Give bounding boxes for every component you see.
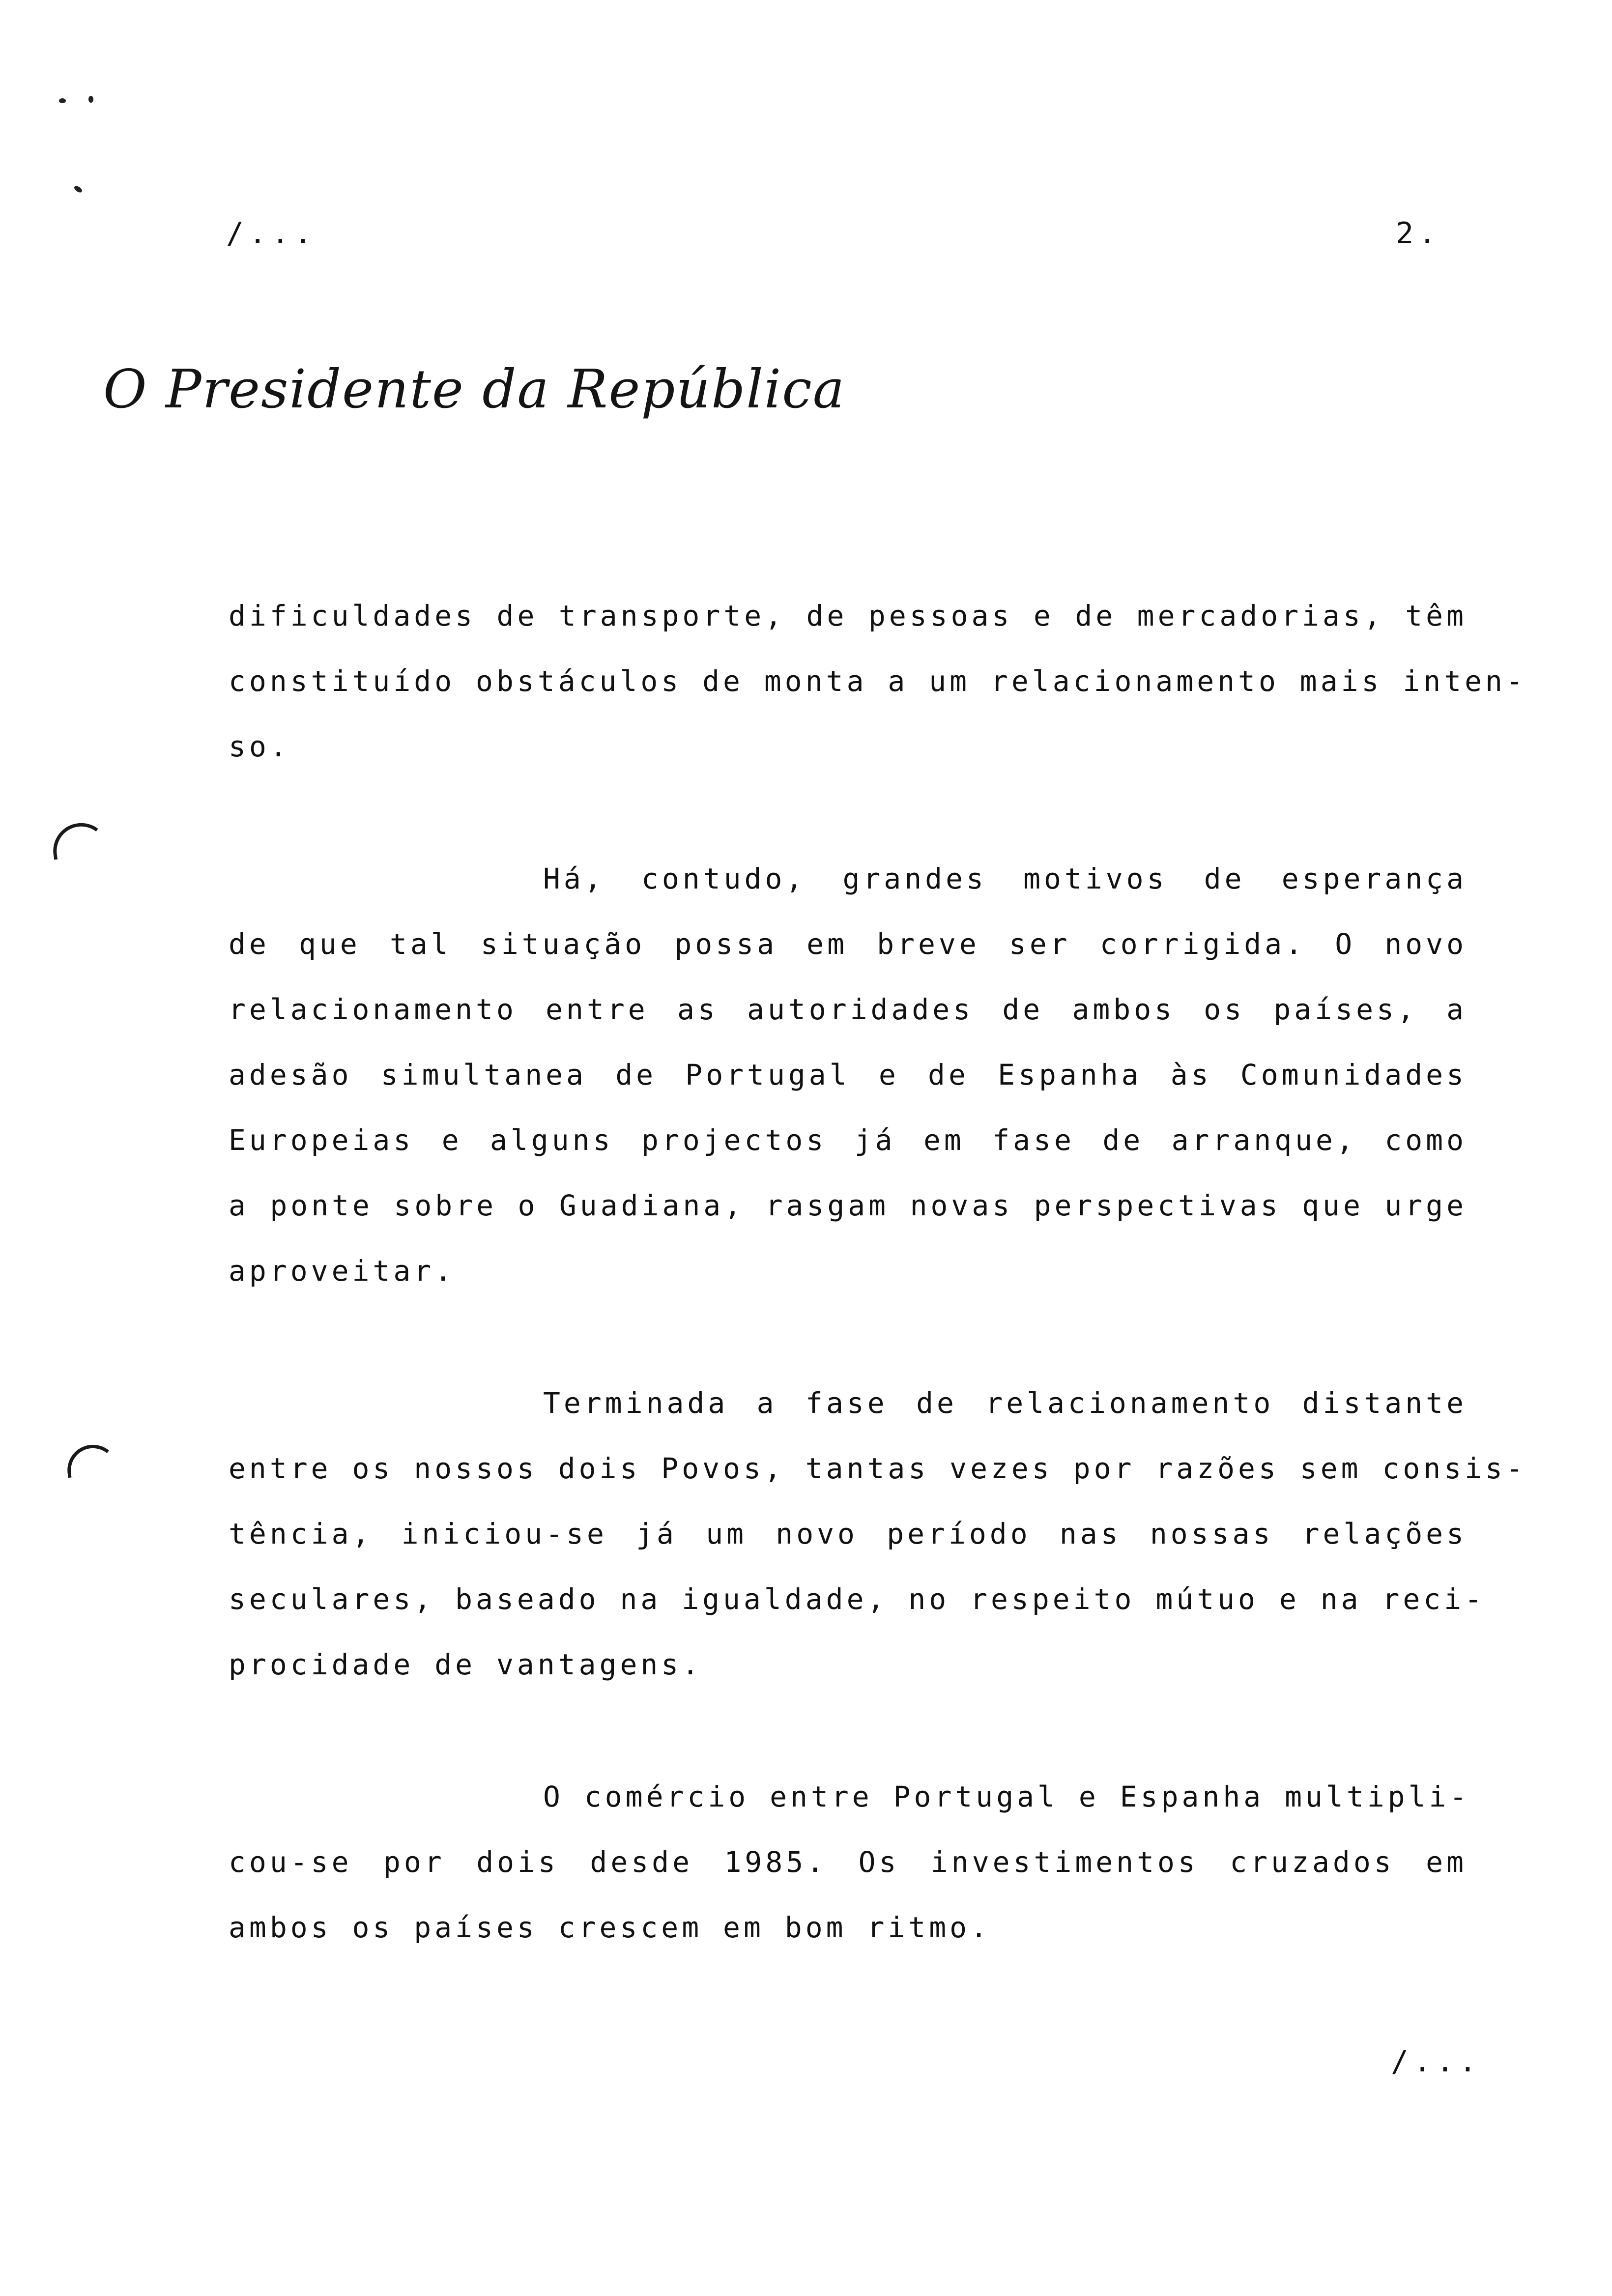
- text-line: Europeias e alguns projectos já em fase de arranque, como: [229, 1123, 1467, 1157]
- text-line: ambos os países crescem em bom ritmo.: [229, 1911, 991, 1944]
- continuation-mark-top: /...: [226, 216, 317, 251]
- text-line: entre os nossos dois Povos, tantas vezes por razões sem consis-: [229, 1452, 1526, 1485]
- continuation-mark-bottom: /...: [1391, 2044, 1482, 2079]
- paragraph: [229, 595, 1526, 791]
- text-line: relacionamento entre as autoridades de ambos os países, a: [229, 993, 1467, 1026]
- ink-speck: [88, 96, 93, 103]
- text-line: de que tal situação possa em breve ser corrigida. O novo: [229, 927, 1467, 961]
- text-line: procidade de vantagens.: [229, 1648, 703, 1681]
- ink-speck: [73, 185, 83, 194]
- paragraph: [229, 1776, 1470, 1972]
- text-line: tência, iniciou-se já um novo período nas nossas relações: [229, 1517, 1467, 1550]
- text-line: Terminada a fase de relacionamento distante: [543, 1386, 1467, 1420]
- text-line: Há, contudo, grandes motivos de esperança: [543, 862, 1467, 895]
- letter-body: [229, 595, 1526, 2038]
- text-line: a ponte sobre o Guadiana, rasgam novas perspectivas que urge: [229, 1189, 1467, 1222]
- text-line: O comércio entre Portugal e Espanha multipli-: [543, 1780, 1470, 1813]
- paragraph: [229, 858, 1467, 1315]
- page-number: 2.: [1396, 216, 1441, 251]
- text-line: adesão simultanea de Portugal e de Espanha às Comunidades: [229, 1058, 1467, 1091]
- letterhead-title: O Presidente da República: [103, 359, 846, 420]
- text-line: seculares, baseado na igualdade, no respeito mútuo e na reci-: [229, 1582, 1486, 1616]
- text-line: cou-se por dois desde 1985. Os investimentos cruzados em: [229, 1845, 1467, 1879]
- text-line: dificuldades de transporte, de pessoas e de mercadorias, têm: [229, 599, 1467, 632]
- text-line: constituído obstáculos de monta a um relacionamento mais inten-: [229, 664, 1526, 698]
- text-line: aproveitar.: [229, 1254, 456, 1288]
- text-line: so.: [229, 730, 290, 763]
- paragraph-margin-mark: [65, 1442, 119, 1478]
- paragraph-margin-mark: [50, 819, 110, 860]
- ink-speck: [59, 98, 66, 103]
- paragraph: [229, 1382, 1526, 1709]
